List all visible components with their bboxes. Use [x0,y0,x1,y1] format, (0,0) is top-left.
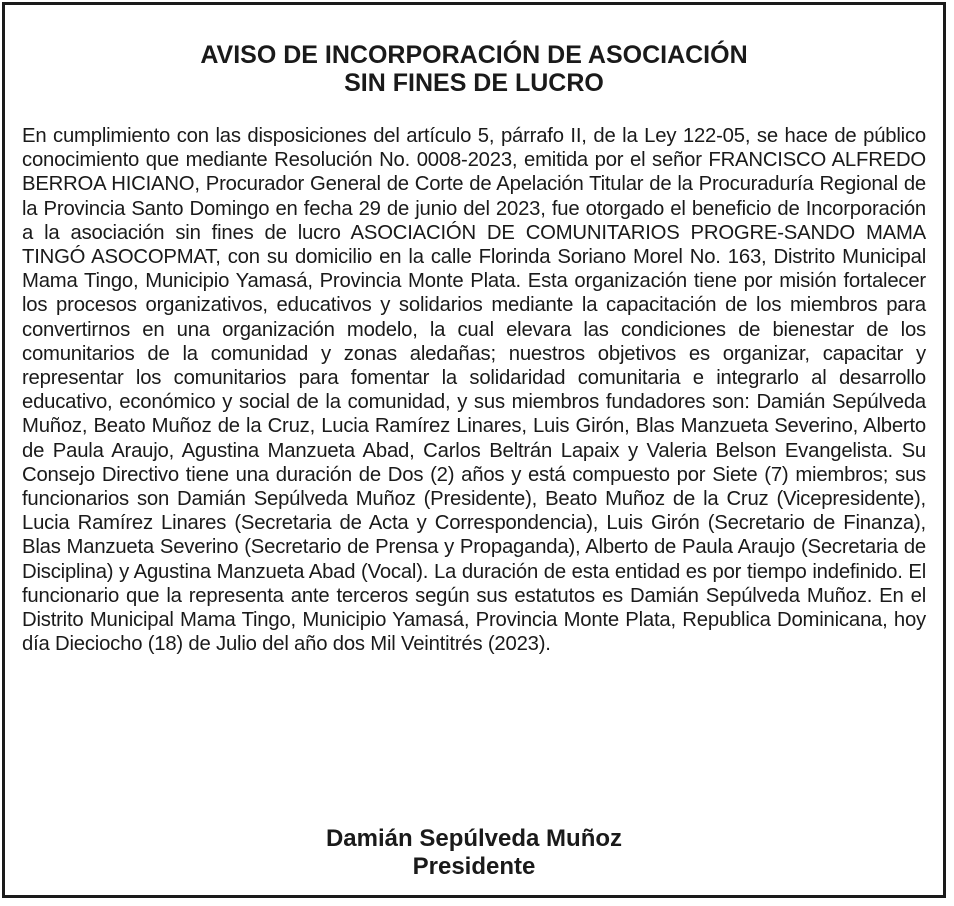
signature-block [5,825,943,881]
signatory-role: Presidente [412,853,536,880]
notice-body: En cumplimiento con las disposiciones del artículo 5, párrafo II, de la Ley 122-05, se hace de público conocimiento que mediante Resolución No. 0008-2023, emitida por el señor FRANCISCO ALFREDO BERROA HICIANO, Procurador General de Corte de Apelación Titular de la Procuraduría Regional de la Provincia Santo Domingo en fecha 29 de junio del 2023, fue otorgado el beneficio de Incorporación a la asociación sin fines de lucro ASOCIACIÓN DE COMUNITARIOS PROGRE-SANDO MAMA TINGÓ ASOCOPMAT, con su domicilio en la calle Florinda Soriano Morel No. 163, Distrito Municipal Mama Tingo, Municipio Yamasá, Provincia Monte Plata. Esta organización tiene por misión fortalecer los procesos organizativos, educativos y solidarios mediante la capacitación de los miembros para convertirnos en una organización modelo, la cual elevara las condiciones de bienestar de los comunitarios de la comunidad y zonas aledañas; nuestros objetivos es organizar, capacitar y representar los comunitarios para fomentar la solidaridad comunitaria e integrarlo al desarrollo educativo, económico y social de la comunidad, y sus miembros fundadores son: Damián Sepúlveda Muñoz, Beato Muñoz de la Cruz, Lucia Ramírez Linares, Luis Girón, Blas Manzueta Severino, Alberto de Paula Araujo, Agustina Manzueta Abad, Carlos Beltrán Lapaix y Valeria Belson Evangelista. Su Consejo Directivo tiene una duración de Dos (2) años y está compuesto por Siete (7) miembros; sus funcionarios son Damián Sepúlveda Muñoz (Presidente), Beato Muñoz de la Cruz (Vicepresidente), Lucia Ramírez Linares (Secretaria de Acta y Correspondencia), Luis Girón (Secretario de Finanza), Blas Manzueta Severino (Secretario de Prensa y Propaganda), Alberto de Paula Araujo (Secretaria de Disciplina) y Agustina Manzueta Abad (Vocal). La duración de esta entidad es por tiempo indefinido. El funcionario que la representa ante terceros según sus estatutos es Damián Sepúlveda Muñoz. En el Distrito Municipal Mama Tingo, Municipio Yamasá, Provincia Monte Plata, Republica Dominicana, hoy día Dieciocho (18) de Julio del año dos Mil Veintitrés (2023). [22,125,926,656]
signatory-name: Damián Sepúlveda Muñoz [325,825,623,852]
title-line-1: AVISO DE INCORPORACIÓN DE ASOCIACIÓN [200,41,748,69]
notice-frame [2,2,946,898]
notice-title [5,41,943,97]
title-line-2: SIN FINES DE LUCRO [344,69,604,97]
